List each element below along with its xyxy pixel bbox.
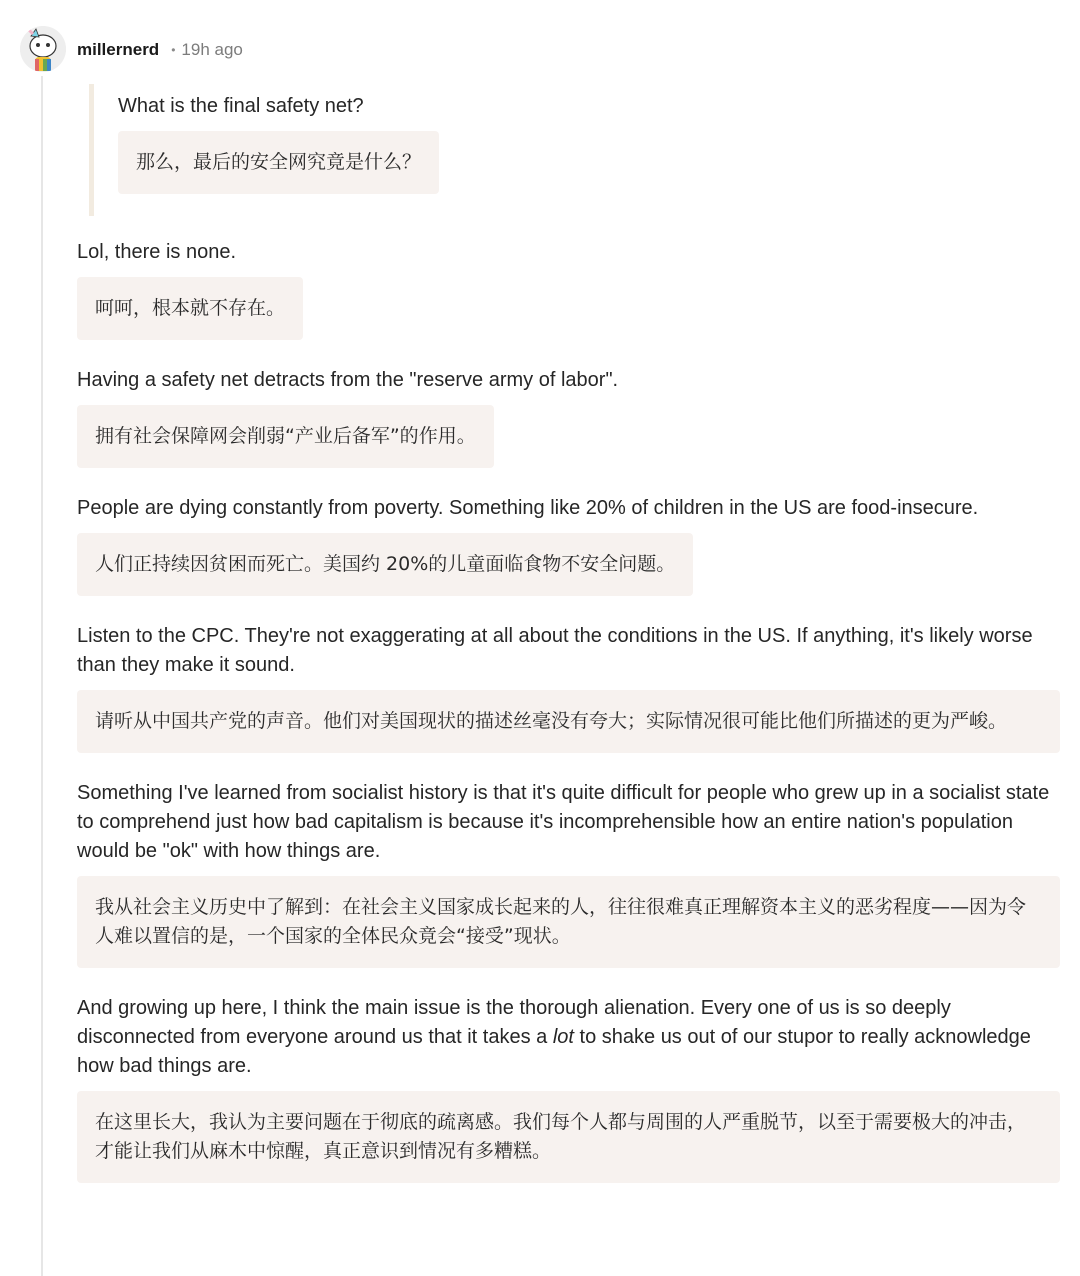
paragraph-translation: 拥有社会保障网会削弱“产业后备军”的作用。 bbox=[77, 405, 494, 468]
paragraph-translation: 请听从中国共产党的声音。他们对美国现状的描述丝毫没有夸大；实际情况很可能比他们所描述的更为严峻。 bbox=[77, 690, 1060, 753]
paragraph bbox=[77, 366, 1060, 468]
blockquote bbox=[89, 84, 1060, 216]
text-run: And growing up here, I think the main issue is the thorough alienation. Every one of us is so deeply disconnected from everyone around us that it takes a bbox=[77, 997, 951, 1048]
paragraph-text: Listen to the CPC. They're not exaggerating at all about the conditions in the US. If anything, it's likely worse than they make it sound. bbox=[77, 625, 1033, 676]
comment-body bbox=[77, 84, 1060, 1183]
quote-text: What is the final safety net? bbox=[118, 95, 364, 117]
comment-header bbox=[77, 38, 243, 62]
username[interactable]: millernerd bbox=[77, 40, 160, 59]
separator-dot: • bbox=[171, 43, 176, 57]
paragraph-text: Having a safety net detracts from the "reserve army of labor". bbox=[77, 369, 619, 391]
text-run: to shake us out of our stupor to really acknowledge how bad things are. bbox=[77, 1026, 1031, 1077]
quote-translation: 那么，最后的安全网究竟是什么？ bbox=[118, 131, 439, 194]
paragraph-text bbox=[77, 994, 1060, 1081]
paragraph bbox=[77, 622, 1060, 753]
paragraph-translation: 人们正持续因贫困而死亡。美国约 20%的儿童面临食物不安全问题。 bbox=[77, 533, 693, 596]
paragraph-translation: 在这里长大，我认为主要问题在于彻底的疏离感。我们每个人都与周围的人严重脱节，以至于需要极大的冲击，才能让我们从麻木中惊醒，真正意识到情况有多糟糕。 bbox=[77, 1091, 1060, 1183]
paragraph bbox=[77, 994, 1060, 1183]
avatar[interactable] bbox=[20, 26, 66, 72]
paragraph bbox=[77, 779, 1060, 968]
paragraph bbox=[77, 494, 1060, 596]
emphasis-text: lot bbox=[552, 1026, 574, 1048]
paragraph-text: People are dying constantly from poverty. Something like 20% of children in the US are food-insecure. bbox=[77, 497, 979, 519]
paragraph-text: Something I've learned from socialist history is that it's quite difficult for people who grew up in a socialist state to comprehend just how bad capitalism is because it's incomprehensible how an entire nation's population would be "ok" with how things are. bbox=[77, 782, 1050, 862]
paragraph-translation: 我从社会主义历史中了解到：在社会主义国家成长起来的人，往往很难真正理解资本主义的恶劣程度——因为令人难以置信的是，一个国家的全体民众竟会“接受”现状。 bbox=[77, 876, 1060, 968]
paragraph-text: Lol, there is none. bbox=[77, 241, 236, 263]
thread-line[interactable] bbox=[41, 76, 43, 1276]
snoo-avatar-icon bbox=[20, 26, 66, 72]
paragraph bbox=[77, 238, 1060, 340]
paragraph-translation: 呵呵，根本就不存在。 bbox=[77, 277, 303, 340]
timestamp[interactable]: 19h ago bbox=[181, 40, 243, 59]
